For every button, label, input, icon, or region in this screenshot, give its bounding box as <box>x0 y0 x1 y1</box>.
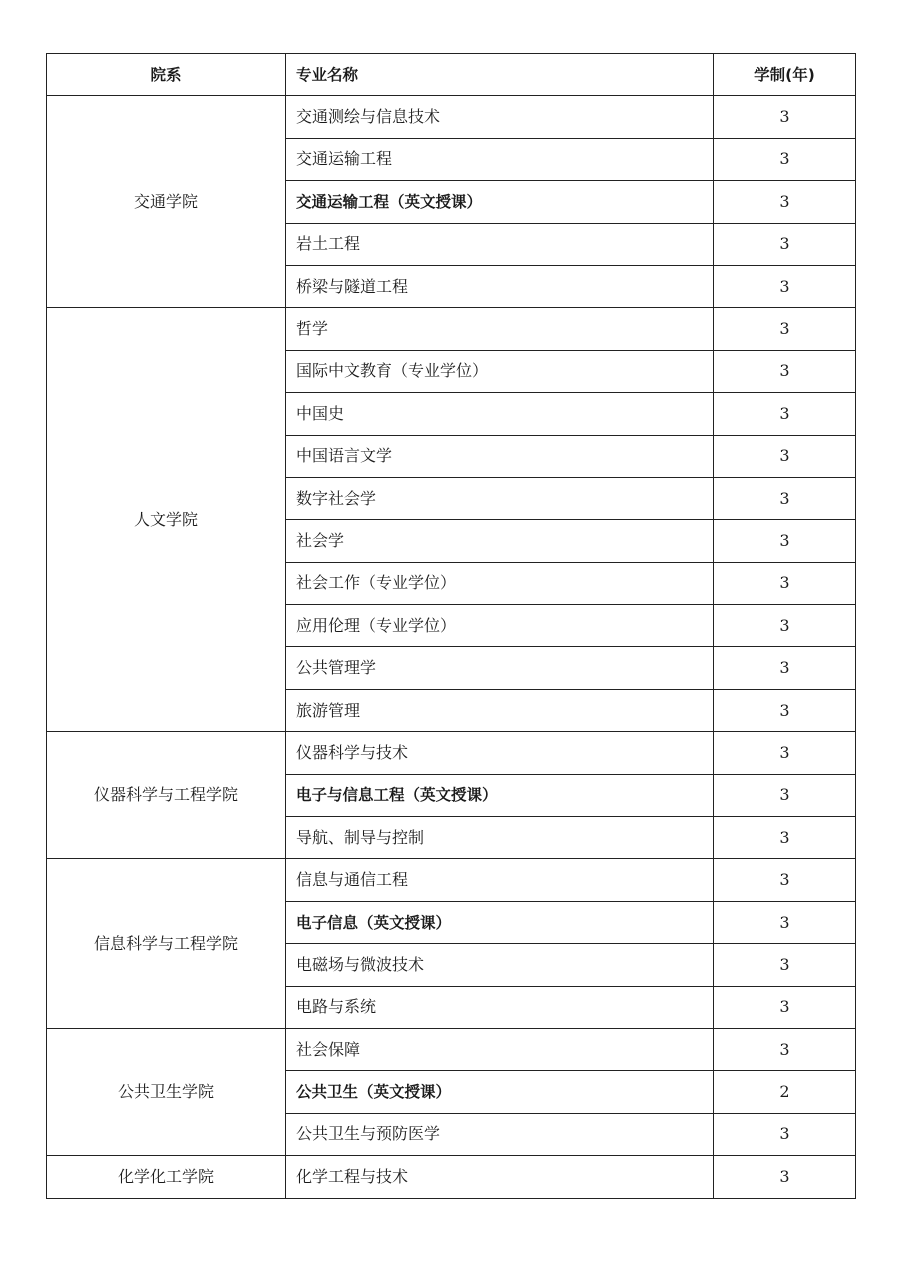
years-cell: 3 <box>714 265 856 307</box>
department-cell: 人文学院 <box>47 308 286 732</box>
years-cell: 3 <box>714 647 856 689</box>
major-cell: 数字社会学 <box>286 477 714 519</box>
major-cell: 中国语言文学 <box>286 435 714 477</box>
header-major: 专业名称 <box>286 54 714 96</box>
years-cell: 3 <box>714 350 856 392</box>
major-cell: 仪器科学与技术 <box>286 732 714 774</box>
years-cell: 3 <box>714 223 856 265</box>
major-cell: 社会学 <box>286 520 714 562</box>
major-cell: 电路与系统 <box>286 986 714 1028</box>
table-row <box>47 859 856 901</box>
years-cell: 3 <box>714 435 856 477</box>
years-cell: 3 <box>714 477 856 519</box>
major-cell: 交通运输工程 <box>286 138 714 180</box>
table-row <box>47 308 856 350</box>
department-cell: 信息科学与工程学院 <box>47 859 286 1029</box>
major-cell: 公共管理学 <box>286 647 714 689</box>
major-cell: 化学工程与技术 <box>286 1156 714 1198</box>
major-cell: 旅游管理 <box>286 689 714 731</box>
table-body <box>47 96 856 1198</box>
header-department: 院系 <box>47 54 286 96</box>
years-cell: 2 <box>714 1071 856 1113</box>
years-cell: 3 <box>714 901 856 943</box>
years-cell: 3 <box>714 96 856 138</box>
years-cell: 3 <box>714 944 856 986</box>
program-table-container <box>46 53 855 1199</box>
header-years: 学制(年) <box>714 54 856 96</box>
major-cell: 桥梁与隧道工程 <box>286 265 714 307</box>
table-row <box>47 1156 856 1198</box>
major-cell: 交通测绘与信息技术 <box>286 96 714 138</box>
major-cell: 社会工作（专业学位） <box>286 562 714 604</box>
major-cell: 电磁场与微波技术 <box>286 944 714 986</box>
major-cell: 交通运输工程（英文授课） <box>286 181 714 223</box>
department-cell: 公共卫生学院 <box>47 1028 286 1155</box>
years-cell: 3 <box>714 1113 856 1155</box>
major-cell: 公共卫生（英文授课） <box>286 1071 714 1113</box>
years-cell: 3 <box>714 732 856 774</box>
major-cell: 应用伦理（专业学位） <box>286 605 714 647</box>
years-cell: 3 <box>714 859 856 901</box>
program-table <box>46 53 856 1199</box>
major-cell: 中国史 <box>286 393 714 435</box>
years-cell: 3 <box>714 774 856 816</box>
department-cell: 交通学院 <box>47 96 286 308</box>
years-cell: 3 <box>714 562 856 604</box>
years-cell: 3 <box>714 308 856 350</box>
years-cell: 3 <box>714 817 856 859</box>
table-header-row <box>47 54 856 96</box>
years-cell: 3 <box>714 138 856 180</box>
years-cell: 3 <box>714 986 856 1028</box>
major-cell: 电子信息（英文授课） <box>286 901 714 943</box>
department-cell: 仪器科学与工程学院 <box>47 732 286 859</box>
major-cell: 信息与通信工程 <box>286 859 714 901</box>
years-cell: 3 <box>714 393 856 435</box>
department-cell: 化学化工学院 <box>47 1156 286 1198</box>
years-cell: 3 <box>714 605 856 647</box>
major-cell: 电子与信息工程（英文授课） <box>286 774 714 816</box>
major-cell: 岩土工程 <box>286 223 714 265</box>
table-row <box>47 732 856 774</box>
major-cell: 导航、制导与控制 <box>286 817 714 859</box>
years-cell: 3 <box>714 520 856 562</box>
years-cell: 3 <box>714 181 856 223</box>
major-cell: 哲学 <box>286 308 714 350</box>
years-cell: 3 <box>714 689 856 731</box>
years-cell: 3 <box>714 1028 856 1070</box>
years-cell: 3 <box>714 1156 856 1198</box>
table-row <box>47 96 856 138</box>
major-cell: 社会保障 <box>286 1028 714 1070</box>
table-row <box>47 1028 856 1070</box>
major-cell: 公共卫生与预防医学 <box>286 1113 714 1155</box>
major-cell: 国际中文教育（专业学位） <box>286 350 714 392</box>
